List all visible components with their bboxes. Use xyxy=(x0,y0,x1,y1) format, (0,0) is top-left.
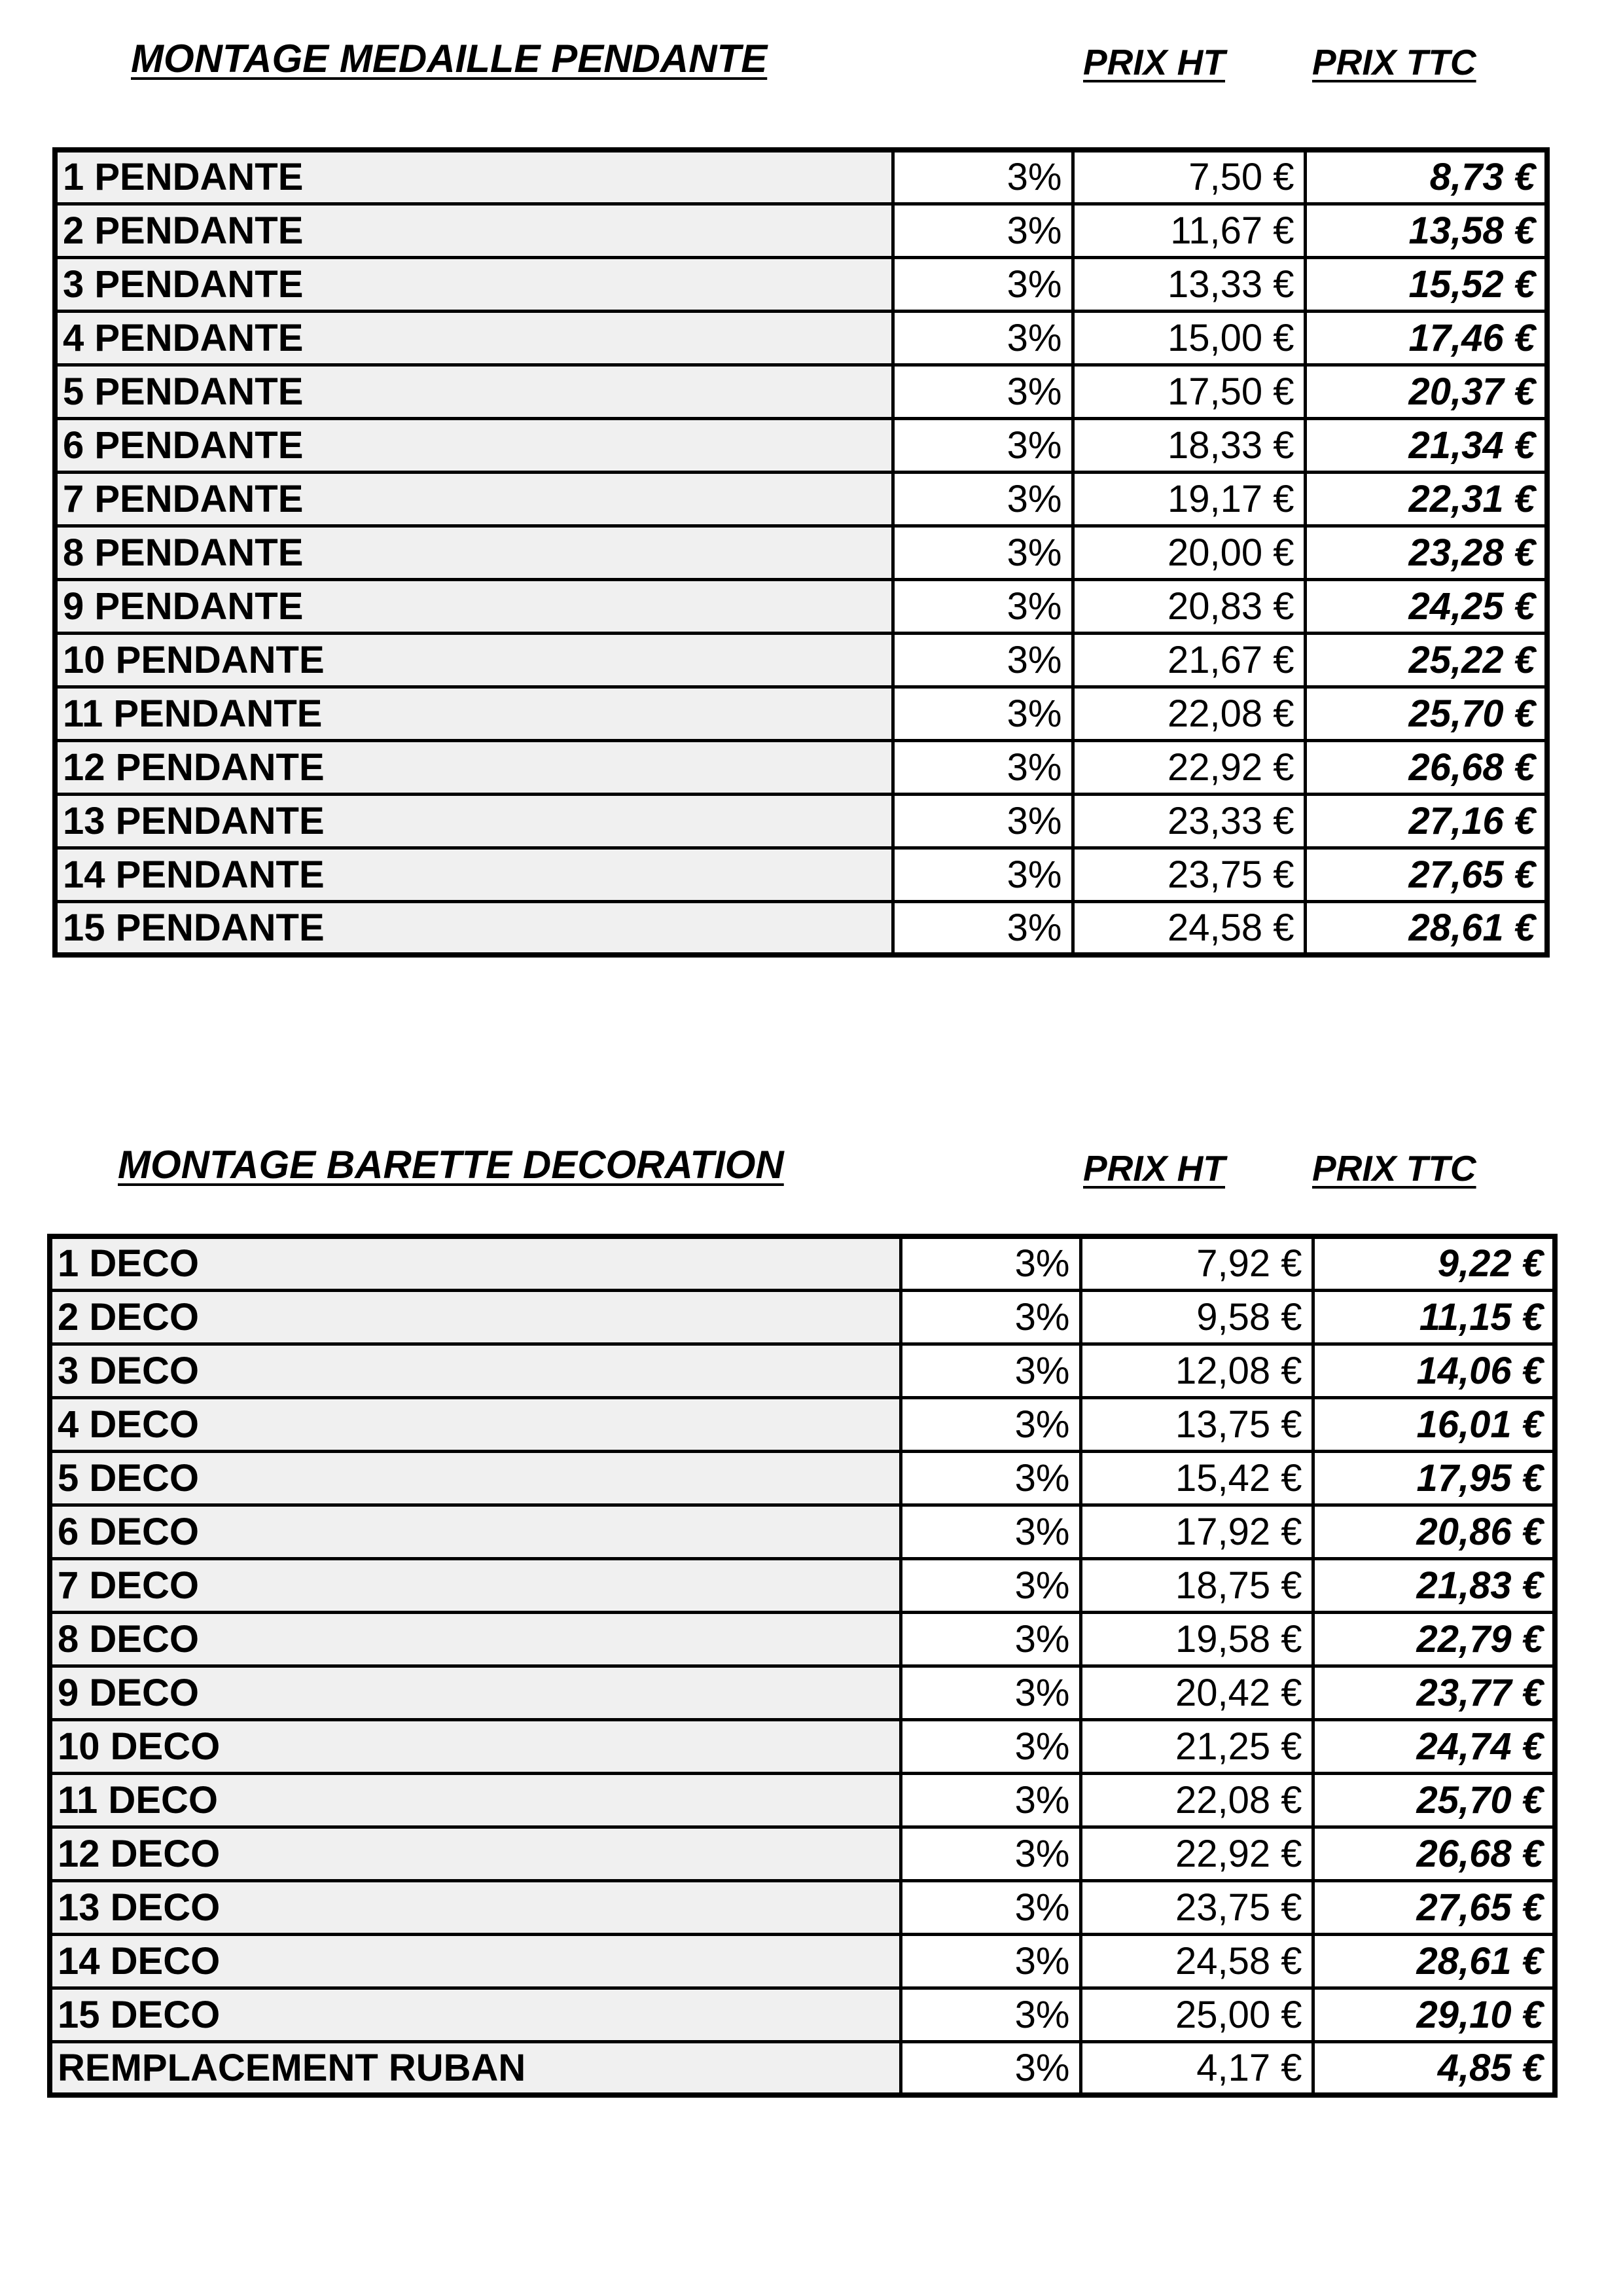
item-label: 14 DECO xyxy=(50,1934,901,1988)
price-ttc: 13,58 € xyxy=(1305,204,1547,257)
price-ht: 7,50 € xyxy=(1073,150,1305,204)
price-ttc: 23,28 € xyxy=(1305,526,1547,579)
tax-percent: 3% xyxy=(893,794,1073,848)
price-ht: 15,42 € xyxy=(1080,1451,1313,1505)
table-row xyxy=(55,687,1547,740)
price-ht: 23,33 € xyxy=(1073,794,1305,848)
price-ht: 13,33 € xyxy=(1073,257,1305,311)
price-ht: 13,75 € xyxy=(1080,1397,1313,1451)
price-ttc: 11,15 € xyxy=(1313,1290,1555,1344)
tax-percent: 3% xyxy=(893,901,1073,955)
tax-percent: 3% xyxy=(901,1344,1080,1397)
tax-percent: 3% xyxy=(893,740,1073,794)
item-label: 1 DECO xyxy=(50,1236,901,1290)
price-ht: 22,92 € xyxy=(1080,1827,1313,1880)
item-label: 15 DECO xyxy=(50,1988,901,2041)
column-header-prix-ttc: PRIX TTC xyxy=(1312,1148,1476,1189)
price-ht: 23,75 € xyxy=(1073,848,1305,901)
item-label: 14 PENDANTE xyxy=(55,848,893,901)
tax-percent: 3% xyxy=(893,204,1073,257)
table-row xyxy=(55,311,1547,365)
item-label: 2 PENDANTE xyxy=(55,204,893,257)
tax-percent: 3% xyxy=(901,1934,1080,1988)
price-ttc: 27,65 € xyxy=(1305,848,1547,901)
price-ht: 21,67 € xyxy=(1073,633,1305,687)
price-ht: 20,83 € xyxy=(1073,579,1305,633)
price-ttc: 24,74 € xyxy=(1313,1719,1555,1773)
price-ht: 21,25 € xyxy=(1080,1719,1313,1773)
price-ht: 19,17 € xyxy=(1073,472,1305,526)
price-ttc: 21,83 € xyxy=(1313,1558,1555,1612)
tax-percent: 3% xyxy=(893,526,1073,579)
price-ht: 22,92 € xyxy=(1073,740,1305,794)
item-label: 8 PENDANTE xyxy=(55,526,893,579)
item-label: 3 DECO xyxy=(50,1344,901,1397)
table-row xyxy=(55,794,1547,848)
tax-percent: 3% xyxy=(901,1505,1080,1558)
table-row xyxy=(55,901,1547,955)
price-ttc: 15,52 € xyxy=(1305,257,1547,311)
price-ht: 11,67 € xyxy=(1073,204,1305,257)
price-ht: 25,00 € xyxy=(1080,1988,1313,2041)
price-ht: 18,33 € xyxy=(1073,418,1305,472)
tax-percent: 3% xyxy=(901,1290,1080,1344)
section-title: MONTAGE MEDAILLE PENDANTE xyxy=(131,37,768,81)
table-row xyxy=(50,1236,1555,1290)
tax-percent: 3% xyxy=(893,365,1073,418)
price-ht: 24,58 € xyxy=(1080,1934,1313,1988)
item-label: REMPLACEMENT RUBAN xyxy=(50,2041,901,2095)
item-label: 11 DECO xyxy=(50,1773,901,1827)
table-row xyxy=(55,257,1547,311)
price-ttc: 23,77 € xyxy=(1313,1666,1555,1719)
item-label: 13 PENDANTE xyxy=(55,794,893,848)
price-ttc: 20,86 € xyxy=(1313,1505,1555,1558)
price-ttc: 28,61 € xyxy=(1313,1934,1555,1988)
item-label: 2 DECO xyxy=(50,1290,901,1344)
price-ht: 12,08 € xyxy=(1080,1344,1313,1397)
price-ht: 23,75 € xyxy=(1080,1880,1313,1934)
section-header-decoration xyxy=(0,1142,1623,1194)
tax-percent: 3% xyxy=(901,1719,1080,1773)
column-header-prix-ttc: PRIX TTC xyxy=(1312,42,1476,82)
table-row xyxy=(50,1344,1555,1397)
tax-percent: 3% xyxy=(893,472,1073,526)
tax-percent: 3% xyxy=(893,257,1073,311)
price-ttc: 24,25 € xyxy=(1305,579,1547,633)
tax-percent: 3% xyxy=(893,579,1073,633)
item-label: 6 DECO xyxy=(50,1505,901,1558)
price-ht: 17,50 € xyxy=(1073,365,1305,418)
price-ht: 7,92 € xyxy=(1080,1236,1313,1290)
table-row xyxy=(55,365,1547,418)
column-header-prix-ht: PRIX HT xyxy=(1083,1148,1225,1189)
price-ttc: 28,61 € xyxy=(1305,901,1547,955)
item-label: 6 PENDANTE xyxy=(55,418,893,472)
item-label: 12 PENDANTE xyxy=(55,740,893,794)
table-row xyxy=(50,1397,1555,1451)
table-row xyxy=(50,1505,1555,1558)
item-label: 15 PENDANTE xyxy=(55,901,893,955)
item-label: 4 PENDANTE xyxy=(55,311,893,365)
tax-percent: 3% xyxy=(901,1558,1080,1612)
price-ttc: 25,22 € xyxy=(1305,633,1547,687)
item-label: 4 DECO xyxy=(50,1397,901,1451)
price-table-decoration xyxy=(47,1234,1558,2098)
table-row xyxy=(55,579,1547,633)
item-label: 1 PENDANTE xyxy=(55,150,893,204)
tax-percent: 3% xyxy=(901,1666,1080,1719)
table-row xyxy=(50,1612,1555,1666)
table-row xyxy=(50,1290,1555,1344)
price-ht: 22,08 € xyxy=(1073,687,1305,740)
price-ttc: 25,70 € xyxy=(1305,687,1547,740)
price-ttc: 26,68 € xyxy=(1313,1827,1555,1880)
table-row xyxy=(55,150,1547,204)
table-row xyxy=(50,1827,1555,1880)
table-row xyxy=(55,740,1547,794)
table-row xyxy=(55,848,1547,901)
price-ht: 9,58 € xyxy=(1080,1290,1313,1344)
item-label: 7 DECO xyxy=(50,1558,901,1612)
price-table-pendante xyxy=(52,147,1550,958)
price-ttc: 29,10 € xyxy=(1313,1988,1555,2041)
price-ttc: 27,16 € xyxy=(1305,794,1547,848)
tax-percent: 3% xyxy=(893,418,1073,472)
price-ht: 24,58 € xyxy=(1073,901,1305,955)
price-ht: 4,17 € xyxy=(1080,2041,1313,2095)
price-ttc: 16,01 € xyxy=(1313,1397,1555,1451)
item-label: 5 DECO xyxy=(50,1451,901,1505)
price-ttc: 22,31 € xyxy=(1305,472,1547,526)
price-ttc: 26,68 € xyxy=(1305,740,1547,794)
price-ttc: 17,46 € xyxy=(1305,311,1547,365)
price-ttc: 20,37 € xyxy=(1305,365,1547,418)
price-ht: 17,92 € xyxy=(1080,1505,1313,1558)
price-ttc: 4,85 € xyxy=(1313,2041,1555,2095)
tax-percent: 3% xyxy=(901,1612,1080,1666)
tax-percent: 3% xyxy=(901,1451,1080,1505)
tax-percent: 3% xyxy=(893,848,1073,901)
tax-percent: 3% xyxy=(901,1988,1080,2041)
tax-percent: 3% xyxy=(893,633,1073,687)
table-row xyxy=(50,1988,1555,2041)
tax-percent: 3% xyxy=(901,1827,1080,1880)
price-ttc: 14,06 € xyxy=(1313,1344,1555,1397)
table-row xyxy=(50,1666,1555,1719)
price-ht: 20,00 € xyxy=(1073,526,1305,579)
section-header-pendante xyxy=(0,36,1623,88)
table-row xyxy=(50,1773,1555,1827)
table-row xyxy=(55,472,1547,526)
table-row xyxy=(50,1719,1555,1773)
table-row xyxy=(50,1880,1555,1934)
tax-percent: 3% xyxy=(901,1236,1080,1290)
price-ttc: 22,79 € xyxy=(1313,1612,1555,1666)
price-ht: 22,08 € xyxy=(1080,1773,1313,1827)
item-label: 9 PENDANTE xyxy=(55,579,893,633)
table-row xyxy=(50,1451,1555,1505)
tax-percent: 3% xyxy=(893,150,1073,204)
column-header-prix-ht: PRIX HT xyxy=(1083,42,1225,82)
item-label: 8 DECO xyxy=(50,1612,901,1666)
table-row xyxy=(55,418,1547,472)
item-label: 13 DECO xyxy=(50,1880,901,1934)
item-label: 3 PENDANTE xyxy=(55,257,893,311)
price-ht: 20,42 € xyxy=(1080,1666,1313,1719)
item-label: 11 PENDANTE xyxy=(55,687,893,740)
tax-percent: 3% xyxy=(893,311,1073,365)
price-ht: 15,00 € xyxy=(1073,311,1305,365)
item-label: 5 PENDANTE xyxy=(55,365,893,418)
price-ttc: 25,70 € xyxy=(1313,1773,1555,1827)
table-row xyxy=(55,526,1547,579)
tax-percent: 3% xyxy=(901,1880,1080,1934)
table-row xyxy=(50,2041,1555,2095)
item-label: 10 PENDANTE xyxy=(55,633,893,687)
section-title: MONTAGE BARETTE DECORATION xyxy=(118,1143,784,1187)
table-row xyxy=(50,1934,1555,1988)
price-ttc: 17,95 € xyxy=(1313,1451,1555,1505)
price-ht: 19,58 € xyxy=(1080,1612,1313,1666)
item-label: 7 PENDANTE xyxy=(55,472,893,526)
table-row xyxy=(50,1558,1555,1612)
tax-percent: 3% xyxy=(901,2041,1080,2095)
table-row xyxy=(55,204,1547,257)
tax-percent: 3% xyxy=(893,687,1073,740)
table-row xyxy=(55,633,1547,687)
item-label: 9 DECO xyxy=(50,1666,901,1719)
price-ht: 18,75 € xyxy=(1080,1558,1313,1612)
price-ttc: 8,73 € xyxy=(1305,150,1547,204)
price-ttc: 21,34 € xyxy=(1305,418,1547,472)
price-ttc: 27,65 € xyxy=(1313,1880,1555,1934)
tax-percent: 3% xyxy=(901,1773,1080,1827)
item-label: 12 DECO xyxy=(50,1827,901,1880)
item-label: 10 DECO xyxy=(50,1719,901,1773)
price-ttc: 9,22 € xyxy=(1313,1236,1555,1290)
tax-percent: 3% xyxy=(901,1397,1080,1451)
